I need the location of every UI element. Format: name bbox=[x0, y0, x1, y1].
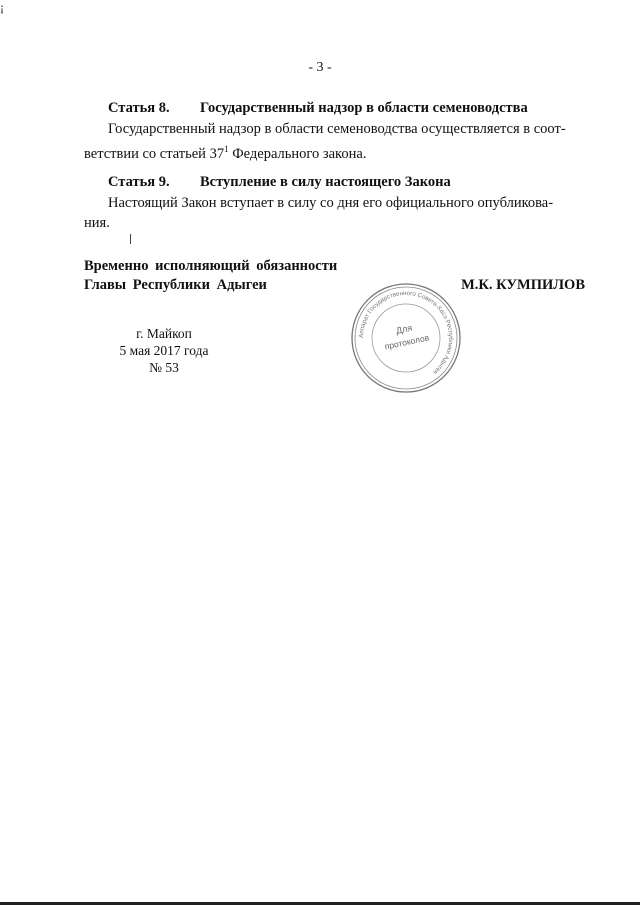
signatory-name: М.К. КУМПИЛОВ bbox=[461, 277, 585, 293]
stamp-center-text-1: Для bbox=[395, 322, 414, 336]
stamp-center-text-2: протоколов bbox=[383, 332, 430, 352]
article-8-text-line-1: Государственный надзор в области семеноводства осуществляется в соот- bbox=[108, 121, 566, 137]
place-city: г. Майкоп bbox=[136, 326, 192, 341]
stray-mark bbox=[130, 234, 131, 244]
signatory-position-line-1: Временно исполняющий обязанности bbox=[84, 258, 338, 274]
article-9-heading bbox=[108, 174, 451, 191]
official-stamp bbox=[350, 282, 462, 394]
article-8-number: Статья 8. bbox=[108, 100, 170, 116]
document-number: № 53 bbox=[149, 360, 179, 375]
article-9-title: Вступление в силу настоящего Закона bbox=[200, 174, 451, 190]
signatory-position-line-2: Главы Республики Адыгеи bbox=[84, 277, 267, 293]
article-8-heading bbox=[108, 100, 528, 117]
article-8-title: Государственный надзор в области семеноводства bbox=[200, 100, 528, 116]
stamp-ring-text: Аппарат Государственного Совета-Хасэ Республики Адыгея bbox=[357, 289, 455, 376]
article-9-text-line-1: Настоящий Закон вступает в силу со дня его официального опубликова- bbox=[108, 195, 554, 211]
article-9-number: Статья 9. bbox=[108, 174, 170, 190]
article-9-text-line-2: ния. bbox=[84, 215, 110, 231]
place-date: 5 мая 2017 года bbox=[119, 343, 209, 358]
article-8-superscript: 1 bbox=[224, 144, 229, 154]
article-8-text-line-2 bbox=[84, 139, 366, 164]
page-number: - 3 - bbox=[308, 60, 332, 75]
article-8-text-before: ветствии со статьей 37 bbox=[84, 145, 225, 162]
margin-mark: ¡ bbox=[0, 0, 4, 14]
article-8-text-after: Федерального закона. bbox=[228, 145, 367, 162]
